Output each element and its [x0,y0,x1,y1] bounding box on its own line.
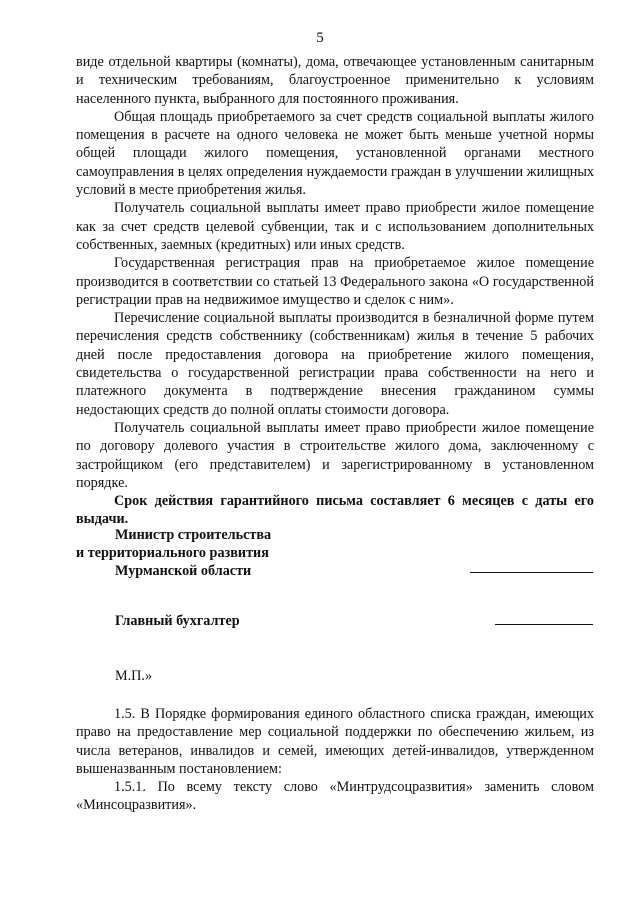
paragraph: виде отдельной квартиры (комнаты), дома, отвечающее установленным санитарным и техническим требованиям, благоустроенное применительно к условиям населенного пункта, выбранного для постоянного проживания. [76,54,594,107]
paragraph: Общая площадь приобретаемого за счет средств социальной выплаты жилого помещения в расчете на одного человека не может быть меньше учетной нормы общей площади жилого помещения, установленной органами местного самоуправления в целях определения нуждаемости граждан в улучшении жилищных условий в месте приобретения жилья. [76,108,594,199]
amendments-section [76,705,594,815]
minister-title-line3: Мурманской области [115,563,252,579]
paragraph: Получатель социальной выплаты имеет право приобрести жилое помещение как за счет средств целевой субвенции, так и с использованием дополнительных собственных, заемных (кредитных) или иных средств. [76,200,594,253]
accountant-title: Главный бухгалтер [115,613,240,629]
paragraph: Государственная регистрация прав на приобретаемое жилое помещение производится в соответствии со статьей 13 Федерального закона «О государственной регистрации прав на недвижимое имущество и сделок с ним». [76,255,594,308]
accountant-signature-line [495,624,593,625]
validity-paragraph: Срок действия гарантийного письма составляет 6 месяцев с даты его выдачи. [76,493,594,528]
minister-title-line2: и территориального развития [76,545,269,561]
amendment-subitem: 1.5.1. По всему тексту слово «Минтрудсоцразвития» заменить словом «Минсоцразвития». [76,779,594,814]
amendment-item: 1.5. В Порядке формирования единого областного списка граждан, имеющих право на предоставление мер социальной поддержки по обеспечению жильем, из числа ветеранов, инвалидов и семей, имеющих детей-инвалидов, утвержденном вышеназванным постановлением: [76,706,594,777]
paragraph: Перечисление социальной выплаты производится в безналичной форме путем перечисления средств собственнику (собственникам) жилья в течение 5 рабочих дней после предоставления договора на приобретение жилого помещения, свидетельства о государственной регистрации права собственности на него и платежного документа в подтверждение внесения гражданином суммы недостающих средств до полной оплаты стоимости договора. [76,310,594,418]
document-body [76,53,594,529]
stamp-place-label: М.П.» [115,668,153,684]
paragraph: Получатель социальной выплаты имеет право приобрести жилое помещение по договору долевого участия в строительстве жилого дома, заключенному с застройщиком (его представителем) и зарегистрированному в установленном порядке. [76,419,594,491]
minister-title-line1: Министр строительства [115,527,272,543]
page-number: 5 [316,30,324,46]
minister-signature-line [470,572,593,573]
